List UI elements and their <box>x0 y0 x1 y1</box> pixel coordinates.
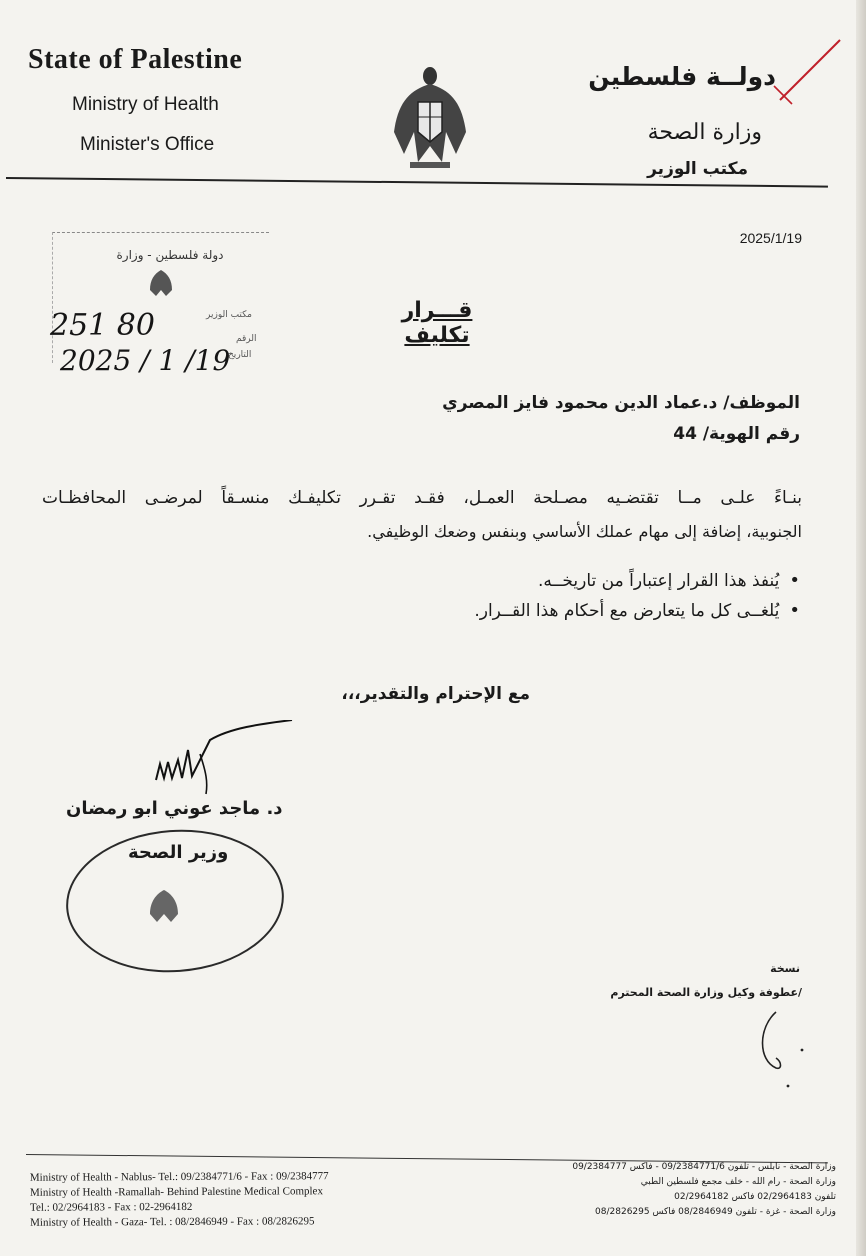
decision-clauses <box>474 566 800 626</box>
footer-en-line: Ministry of Health - Nablus- Tel.: 09/2384771/6 - Fax : 09/2384777 <box>29 1170 329 1184</box>
stamp-handwritten-ref: 251 80 <box>50 308 155 343</box>
cc-recipient: /عطوفة وكيل وزارة الصحة المحترم <box>610 986 802 999</box>
stamp-office-label: مكتب الوزير <box>206 310 252 320</box>
employee-id-text: رقم الهوية/ 44 <box>673 424 800 444</box>
header-ar-title: دولــة فلسطين <box>588 62 776 91</box>
redacted-id-mask <box>643 427 673 441</box>
body-paragraph-line1: بنـاءً علـى مــا تقتضـيه مصـلحة العمـل، فقـد تقـرر تكليفـك منسـقاً لمرضـى المحافظـات <box>42 488 802 508</box>
list-item: • يُنفذ هذا القرار إعتباراً من تاريخــه. <box>474 566 800 596</box>
body-paragraph-line2: الجنوبية، إضافة إلى مهام عملك الأساسي وبنفس وضعك الوظيفي. <box>367 522 802 541</box>
footer-en-line: Tel.: 02/2964183 - Fax : 02-2964182 <box>30 1200 193 1214</box>
footer-ar-line: وزارة الصحة - رام الله - خلف مجمع فلسطين الطبي <box>640 1177 836 1187</box>
footer-en-line: Ministry of Health - Gaza- Tel. : 08/2846949 - Fax : 08/2826295 <box>30 1215 315 1229</box>
header-en-ministry: Ministry of Health <box>72 94 219 115</box>
employee-id-line <box>643 424 800 444</box>
footer-ar-line: تلفون 02/2964183 فاكس 02/2964182 <box>674 1192 836 1202</box>
palestine-eagle-emblem-icon <box>390 62 470 172</box>
seal-emblem-icon <box>148 888 180 924</box>
list-item: • يُلغــى كل ما يتعارض مع أحكام هذا القــرار. <box>474 596 800 626</box>
decision-title: قـــرار تكليف <box>401 298 473 348</box>
red-pen-mark <box>770 30 850 110</box>
signer-name: د. ماجد عوني ابو رمضان <box>66 798 283 819</box>
signer-title: وزير الصحة <box>128 842 229 863</box>
footer-contacts-ar <box>572 1160 836 1220</box>
footer-ar-line: وزارة الصحة - نابلس - تلفون 09/2384771/6 - فاكس 09/2384777 <box>572 1162 836 1172</box>
footer-ar-line: وزارة الصحة - غزة - تلفون 08/2846949 فاكس 08/2826295 <box>595 1207 836 1217</box>
employee-name-line: الموظف/ د.عماد الدين محمود فايز المصري <box>442 393 800 413</box>
handwritten-initial-mark <box>752 1008 812 1088</box>
stamp-ref-label: الرقم <box>236 334 257 344</box>
stamp-handwritten-date: 2025 / 1 /19 <box>60 344 231 377</box>
stamp-header-text: دولة فلسطين - وزارة <box>116 248 224 262</box>
page-edge-shadow <box>856 0 866 1256</box>
letter-date: 2025/1/19 <box>739 230 802 246</box>
header-en-title: State of Palestine <box>28 44 243 75</box>
stamp-emblem-icon <box>148 268 174 298</box>
footer-en-line: Ministry of Health -Ramallah- Behind Palestine Medical Complex <box>29 1185 323 1199</box>
header-ar-office: مكتب الوزير <box>647 159 748 179</box>
stamp-date-label: التاريخ <box>228 350 252 360</box>
cc-label: نسخة <box>770 962 800 975</box>
footer-contacts-en <box>30 1169 329 1231</box>
closing-salutation: مع الإحترام والتقدير،،، <box>341 684 530 704</box>
header-ar-ministry: وزارة الصحة <box>647 120 762 145</box>
header-en-office: Minister's Office <box>80 134 215 155</box>
